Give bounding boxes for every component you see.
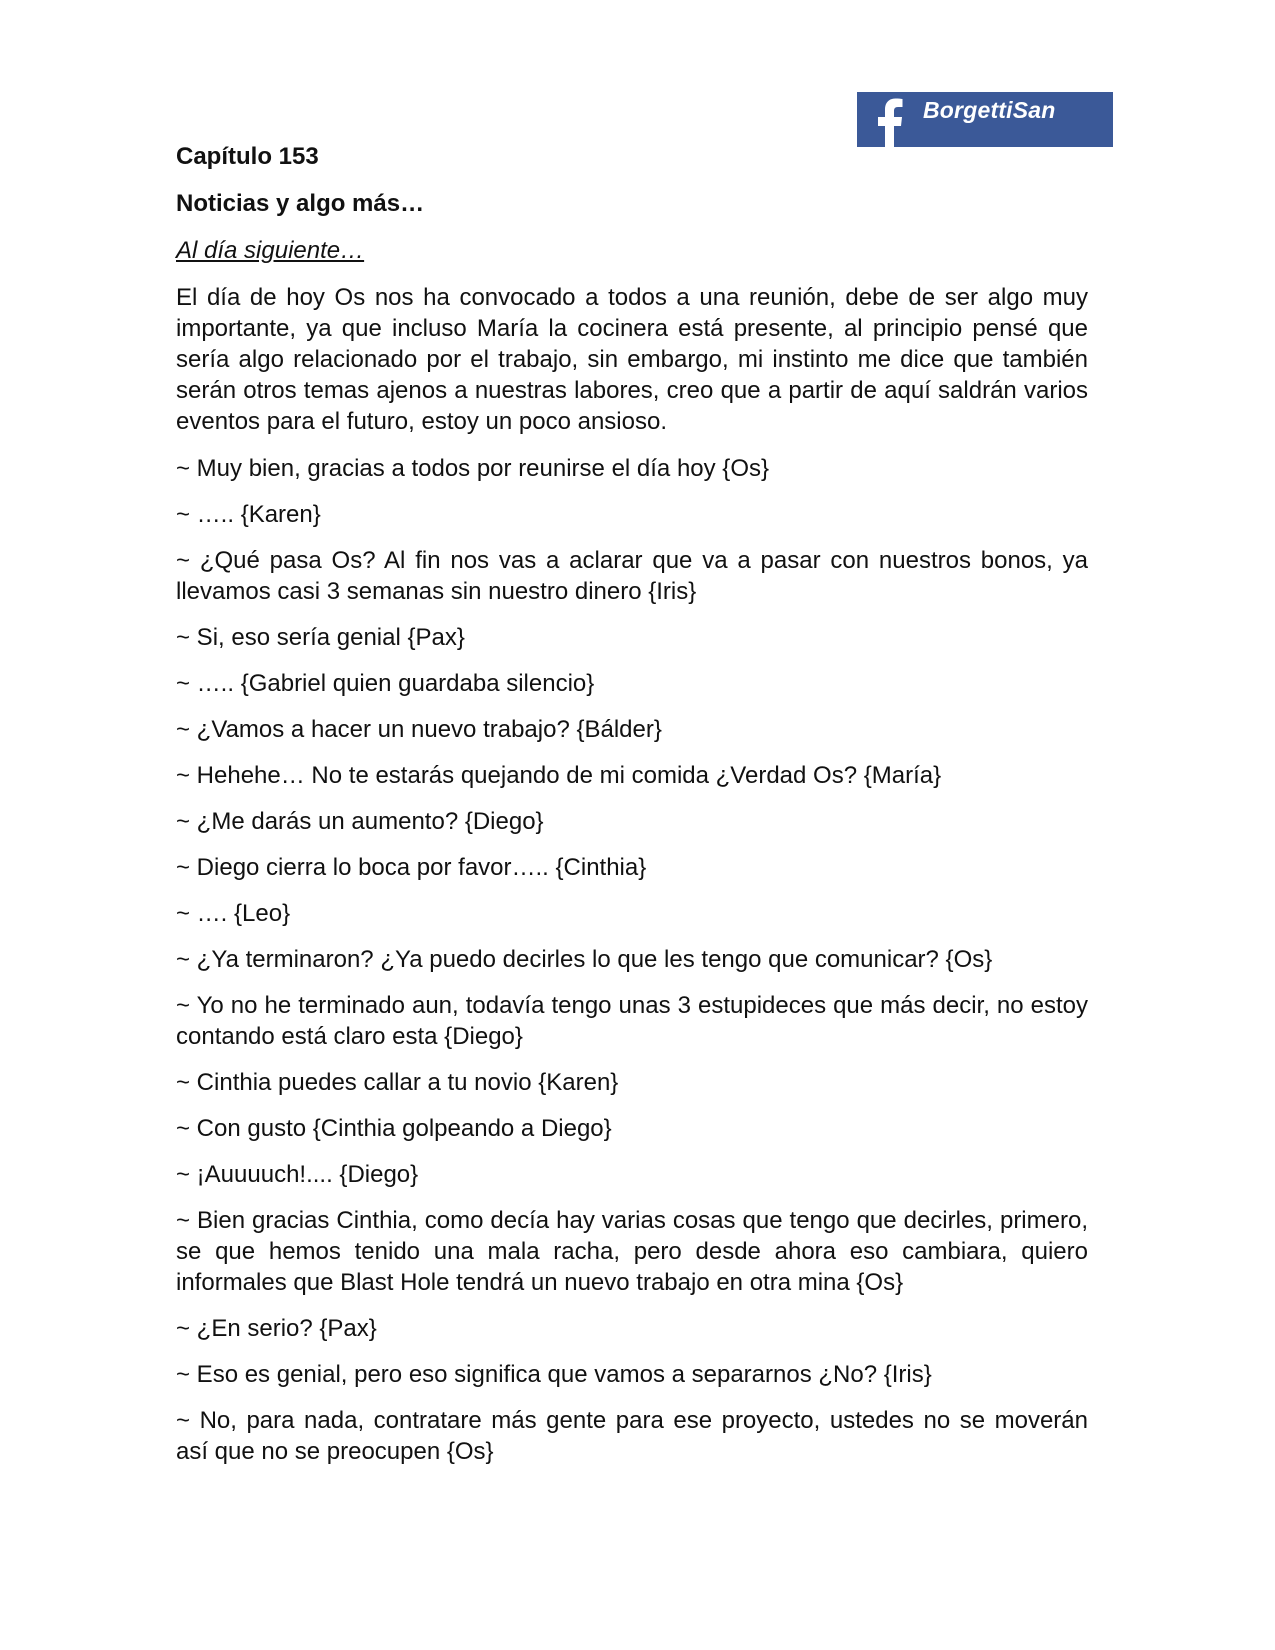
dialogue-line: ~ ….. {Gabriel quien guardaba silencio}	[176, 670, 595, 697]
dialogue-line: ~ ¿En serio? {Pax}	[176, 1315, 377, 1342]
dialogue-line: ~ ¿Vamos a hacer un nuevo trabajo? {Bálder}	[176, 716, 662, 743]
dialogue-line: ~ Diego cierra lo boca por favor….. {Cinthia}	[176, 854, 647, 881]
dialogue-line: ~ ¿Ya terminaron? ¿Ya puedo decirles lo que les tengo que comunicar? {Os}	[176, 946, 993, 973]
dialogue-line: ~ Cinthia puedes callar a tu novio {Karen}	[176, 1069, 619, 1096]
dialogue-line: ~ ….. {Karen}	[176, 501, 321, 528]
dialogue-line: ~ ¿Me darás un aumento? {Diego}	[176, 808, 544, 835]
chapter-subtitle: Noticias y algo más…	[176, 190, 425, 217]
dialogue-list	[176, 453, 1088, 1467]
facebook-icon	[875, 92, 915, 147]
dialogue-line: ~ Si, eso sería genial {Pax}	[176, 624, 465, 651]
dialogue-line: ~ Yo no he terminado aun, todavía tengo unas 3 estupideces que más decir, no estoy contando está claro esta {Diego}	[176, 992, 1088, 1050]
dialogue-line: ~ No, para nada, contratare más gente para ese proyecto, ustedes no se moverán así que no se preocupen {Os}	[176, 1407, 1088, 1465]
dialogue-line: ~ Eso es genial, pero eso significa que vamos a separarnos ¿No? {Iris}	[176, 1361, 932, 1388]
dialogue-line: ~ …. {Leo}	[176, 900, 291, 927]
dialogue-line: ~ Hehehe… No te estarás quejando de mi comida ¿Verdad Os? {María}	[176, 762, 942, 789]
facebook-badge[interactable]	[857, 92, 1113, 147]
facebook-page-name: BorgettiSan	[923, 97, 1056, 123]
dialogue-line: ~ Muy bien, gracias a todos por reunirse el día hoy {Os}	[176, 455, 770, 482]
dialogue-line: ~ ¡Auuuuch!.... {Diego}	[176, 1161, 419, 1188]
intro-paragraph: El día de hoy Os nos ha convocado a todos a una reunión, debe de ser algo muy importante, ya que incluso María la cocinera está presente, al principio pensé que sería algo relacionado por el trabajo, sin embargo, mi instinto me dice que también serán otros temas ajenos a nuestras labores, creo que a partir de aquí saldrán varios eventos para el futuro, estoy un poco ansioso.	[176, 284, 1088, 435]
chapter-title: Capítulo 153	[176, 143, 319, 170]
dialogue-line: ~ Con gusto {Cinthia golpeando a Diego}	[176, 1115, 612, 1142]
dialogue-line: ~ Bien gracias Cinthia, como decía hay varias cosas que tengo que decirles, primero, se que hemos tenido una mala racha, pero desde ahora eso cambiara, quiero informales que Blast Hole tendrá un nuevo trabajo en otra mina {Os}	[176, 1207, 1088, 1296]
dialogue-line: ~ ¿Qué pasa Os? Al fin nos vas a aclarar que va a pasar con nuestros bonos, ya llevamos casi 3 semanas sin nuestro dinero {Iris}	[176, 547, 1088, 605]
document-page	[176, 141, 1088, 1482]
scene-heading: Al día siguiente…	[176, 237, 365, 264]
